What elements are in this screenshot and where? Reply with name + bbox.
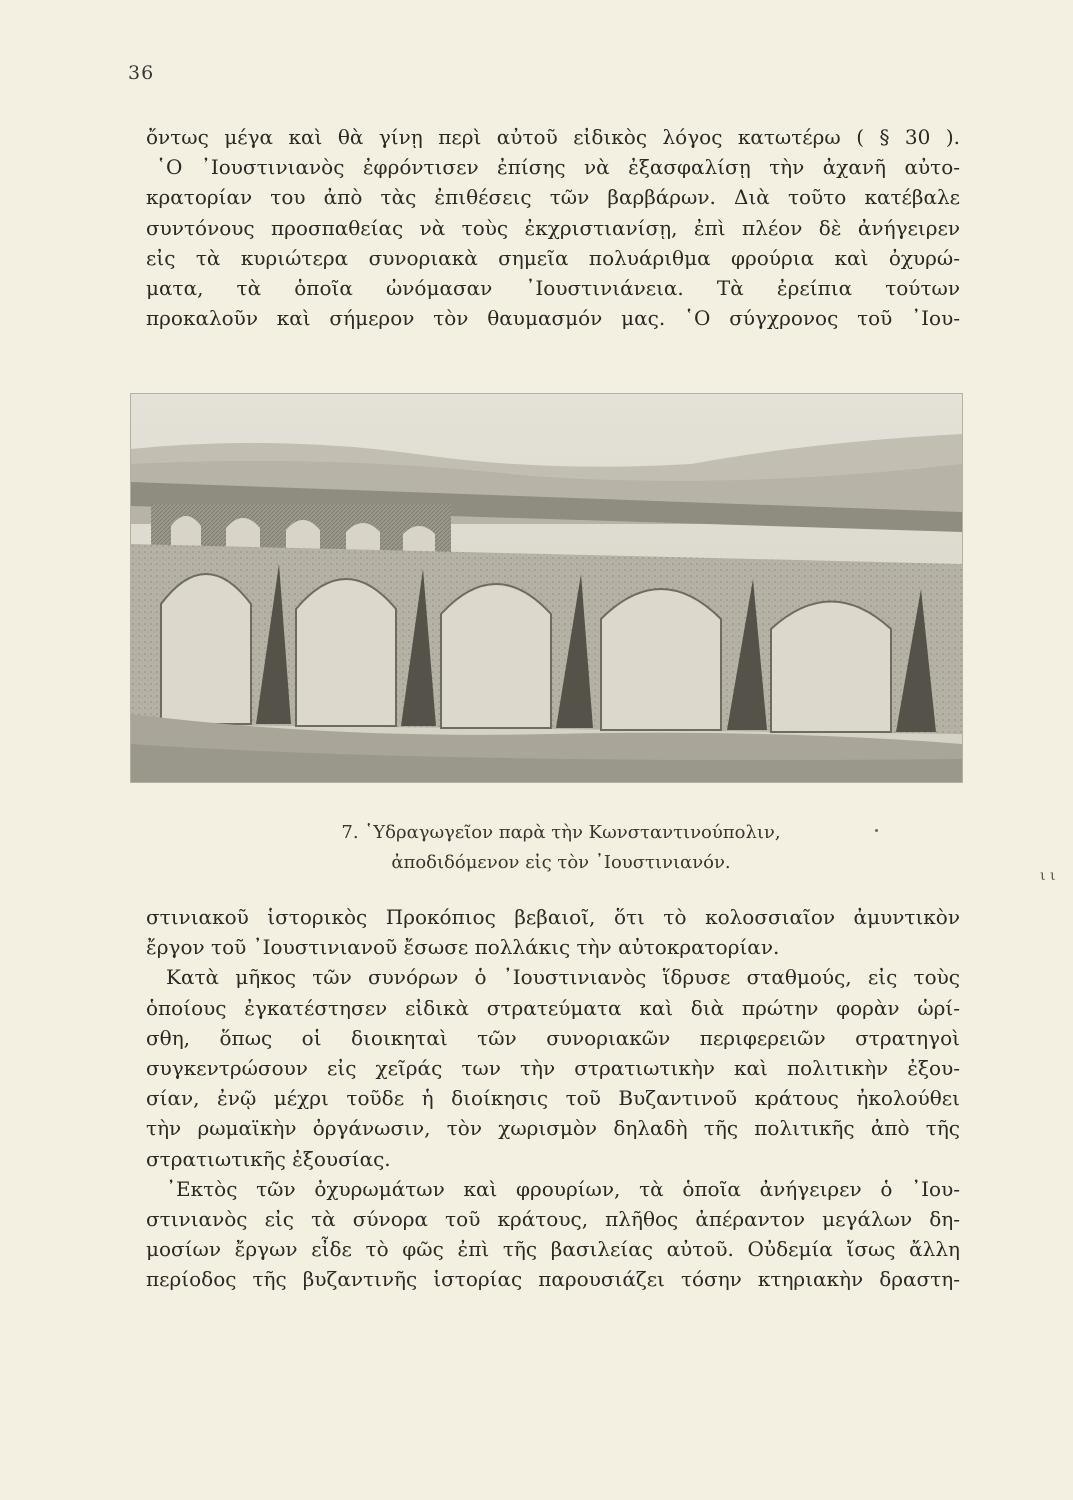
- text-line: ᾿Εκτὸς τῶν ὀχυρωμάτων καὶ φρουρίων, τὰ ὁποῖα ἀνήγειρεν ὁ ᾿Ιου-: [166, 1176, 960, 1201]
- text-line: συντόνους προσπαθείας νὰ τοὺς ἐκχριστιανίσῃ, ἐπὶ πλέον δὲ ἀνήγειρεν: [146, 215, 960, 240]
- text-line: περίοδος τῆς βυζαντινῆς ἱστορίας παρουσιάζει τόσην κτηριακὴν δραστη-: [146, 1267, 960, 1292]
- top-paragraphs: [146, 122, 960, 333]
- text-line: τὴν ρωμαϊκὴν ὀργάνωσιν, τὸν χωρισμὸν δηλαδὴ τῆς πολιτικῆς ἀπὸ τῆς: [146, 1116, 960, 1141]
- text-line: στινιακοῦ ἱστορικὸς Προκόπιος βεβαιοῖ, ὅτι τὸ κολοσσιαῖον ἀμυντικὸν: [146, 905, 960, 929]
- text-line: Κατὰ μῆκος τῶν συνόρων ὁ ᾿Ιουστινιανὸς ἵδρυσε σταθμούς, εἰς τοὺς: [166, 965, 960, 990]
- text-line: ὄντως μέγα καὶ θὰ γίνῃ περὶ αὐτοῦ εἰδικὸς λόγος κατωτέρω ( § 30 ).: [146, 125, 960, 149]
- text-line: ῾Ο ᾿Ιουστινιανὸς ἐφρόντισεν ἐπίσης νὰ ἐξασφαλίσῃ τὴν ἀχανῆ αὐτο-: [156, 155, 960, 180]
- aqueduct-illustration: [130, 393, 963, 783]
- page-number: 36: [128, 62, 155, 84]
- text-line: ἔργον τοῦ ᾿Ιουστινιανοῦ ἔσωσε πολλάκις τὴν αὐτοκρατορίαν.: [146, 935, 780, 960]
- aqueduct-drawing: [131, 394, 962, 782]
- text-line: προκαλοῦν καὶ σήμερον τὸν θαυμασμόν μας. ῾Ο σύγχρονος τοῦ ᾿Ιου-: [146, 306, 960, 331]
- figure-caption-line2: ἀποδιδόμενον εἰς τὸν ᾿Ιουστινιανόν.: [391, 852, 731, 873]
- text-line: σίαν, ἐνῷ μέχρι τοῦδε ἡ διοίκησις τοῦ Βυζαντινοῦ κράτους ἠκολούθει: [146, 1086, 960, 1111]
- text-line: ὁποίους ἐγκατέστησεν εἰδικὰ στρατεύματα καὶ διὰ πρώτην φορὰν ὡρί-: [146, 995, 960, 1020]
- text-line: εἰς τὰ κυριώτερα συνοριακὰ σημεῖα πολυάριθμα φρούρια καὶ ὀχυρώ-: [146, 245, 960, 270]
- figure-caption-line1: 7. ῾Υδραγωγεῖον παρὰ τὴν Κωνσταντινούπολιν,: [341, 822, 781, 843]
- stray-dot: [875, 829, 878, 832]
- text-line: ματα, τὰ ὁποῖα ὠνόμασαν ᾿Ιουστινιάνεια. Τὰ ἐρείπια τούτων: [146, 275, 960, 300]
- text-line: σθη, ὅπως οἱ διοικηταὶ τῶν συνοριακῶν περιφερειῶν στρατηγοὶ: [146, 1025, 960, 1050]
- text-line: συγκεντρώσουν εἰς χεῖράς των τὴν στρατιωτικὴν καὶ πολιτικὴν ἐξου-: [146, 1055, 960, 1080]
- text-line: στρατιωτικῆς ἐξουσίας.: [146, 1146, 391, 1171]
- bottom-paragraphs: [146, 902, 960, 1294]
- margin-mark: ι ι: [1040, 868, 1056, 884]
- text-line: κρατορίαν του ἀπὸ τὰς ἐπιθέσεις τῶν βαρβάρων. Διὰ τοῦτο κατέβαλε: [146, 185, 960, 210]
- text-line: μοσίων ἔργων εἶδε τὸ φῶς ἐπὶ τῆς βασιλείας αὐτοῦ. Οὐδεμία ἴσως ἄλλη: [146, 1237, 960, 1262]
- text-line: στινιανὸς εἰς τὰ σύνορα τοῦ κράτους, πλῆθος ἀπέραντον μεγάλων δη-: [146, 1206, 960, 1231]
